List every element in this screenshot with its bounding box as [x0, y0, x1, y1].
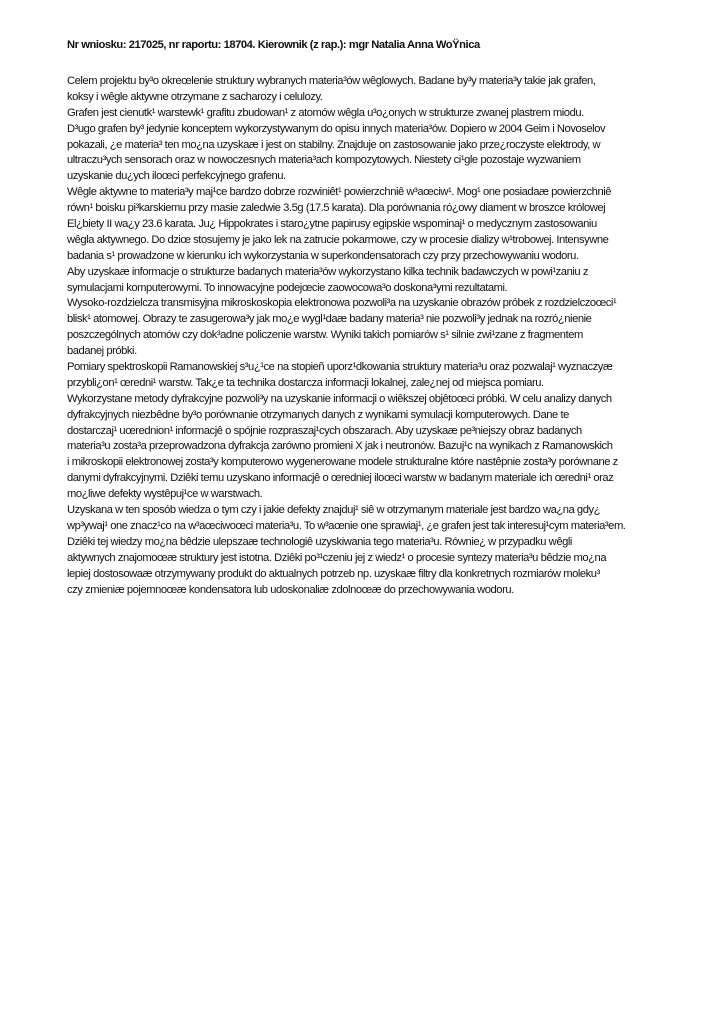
body-line: uzyskanie du¿ych iloœci perfekcyjnego grafenu. — [67, 170, 286, 183]
body-line: danymi dyfrakcyjnymi. Dziêki temu uzyskano informacjê o œredniej iloœci warstw w badanym materiale ich œredni¹ oraz — [67, 472, 614, 485]
body-line: Pomiary spektroskopii Ramanowskiej s³u¿¹ce na stopieñ uporz¹dkowania struktury materia³u oraz pozwalaj¹ wyznaczyæ — [67, 361, 613, 374]
body-line: czy zmieniæ pojemnoœæ kondensatora lub udoskonaliæ zdolnoœæ do przechowywania wodoru. — [67, 583, 514, 596]
body-line: Grafen jest cienutk¹ warstewk¹ grafitu zbudowan¹ z atomów wêgla u³o¿onych w strukturze zwanej plastrem miodu. — [67, 106, 584, 119]
body-line: lepiej dostosowaæ otrzymywany produkt do aktualnych potrzeb np. uzyskaæ filtry dla konkretnych rozmiarów moleku³ — [67, 567, 600, 580]
body-line: Wykorzystane metody dyfrakcyjne pozwoli³y na uzyskanie informacji o wiêkszej objêtoœci próbki. W celu analizy danych — [67, 392, 612, 405]
body-line: poszczególnych atomów czy dok³adne policzenie warstw. Wyniki takich pomiarów s¹ silnie zwi¹zane z fragmentem — [67, 329, 583, 342]
body-line: Aby uzyskaæ informacje o strukturze badanych materia³ów wykorzystano kilka technik badawczych w powi¹zaniu z — [67, 265, 588, 278]
body-line: dyfrakcyjnych niezbêdne by³o porównanie otrzymanych danych z wynikami symulacji komputerowych. Dane te — [67, 408, 569, 421]
report-header: Nr wniosku: 217025, nr raportu: 18704. Kierownik (z rap.): mgr Natalia Anna WoŸnica — [67, 39, 480, 51]
body-line: wêgla aktywnego. Do dziœ stosujemy je jako lek na zatrucie pokarmowe, czy w procesie dializy w¹trobowej. Intensywne — [67, 233, 609, 246]
body-line: blisk¹ atomowej. Obrazy te zasugerowa³y jak mo¿e wygl¹daæ badany materia³ nie pozwoli³y jednak na rozró¿nienie — [67, 313, 592, 326]
body-line: dostarczaj¹ uœrednion¹ informacjê o spójnie rozpraszaj¹cych obszarach. Aby uzyskaæ pe³niejszy obraz badanych — [67, 424, 582, 437]
report-body — [67, 74, 667, 598]
body-line: i mikroskopii elektronowej zosta³y komputerowo wygenerowane modele strukturalne które nastêpnie zosta³y porównane z — [67, 456, 618, 469]
body-line: ultraczu³ych sensorach oraz w nowoczesnych materia³ach kompozytowych. Niestety ci¹gle pozostaje wyzwaniem — [67, 154, 581, 167]
body-line: Dziêki tej wiedzy mo¿na bêdzie ulepszaæ technologiê uzyskiwania tego materia³u. Równie¿ w przypadku wêgli — [67, 535, 572, 548]
body-line: El¿biety II wa¿y 23.6 karata. Ju¿ Hippokrates i staro¿ytne papirusy egipskie wspominaj¹ o medycznym zastosowaniu — [67, 218, 597, 231]
body-line: D³ugo grafen by³ jedynie konceptem wykorzystywanym do opisu innych materia³ów. Dopiero w 2004 Geim i Novoselov — [67, 122, 606, 135]
body-line: aktywnych znajomoœæ struktury jest istotna. Dziêki po³¹czeniu jej z wiedz¹ o procesie syntezy materia³u bêdzie mo¿na — [67, 551, 607, 564]
body-line: Wysoko-rozdzielcza transmisyjna mikroskoskopia elektronowa pozwoli³a na uzyskanie obrazów próbek z rozdzielczoœci¹ — [67, 297, 617, 310]
body-line: koksy i wêgle aktywne otrzymane z sacharozy i celulozy. — [67, 90, 323, 103]
body-line: wp³ywaj¹ one znacz¹co na w³aœciwoœci materia³u. To w³aœnie one sprawiaj¹, ¿e grafen jest tak interesuj¹cym materia³em. — [67, 519, 626, 532]
body-line: mo¿liwe defekty wystêpuj¹ce w warstwach. — [67, 488, 263, 501]
body-line: Wêgle aktywne to materia³y maj¹ce bardzo dobrze rozwiniêt¹ powierzchniê w³aœciw¹. Mog¹ one posiadaæ powierzchniê — [67, 186, 612, 199]
body-line: symulacjami komputerowymi. To innowacyjne podejœcie zaowocowa³o doskona³ymi rezultatami. — [67, 281, 508, 294]
body-line: materia³u zosta³a przeprowadzona dyfrakcja zarówno promieni X jak i neutronów. Bazuj¹c na wynikach z Ramanowskich — [67, 440, 613, 453]
body-line: Celem projektu by³o okreœlenie struktury wybranych materia³ów wêglowych. Badane by³y materia³y takie jak grafen, — [67, 75, 596, 87]
body-line: przybli¿on¹ œredni¹ warstw. Tak¿e ta technika dostarcza informacji lokalnej, zale¿nej od miejsca pomiaru. — [67, 376, 544, 389]
body-line: Uzyskana w ten sposób wiedza o tym czy i jakie defekty znajduj¹ siê w otrzymanym materiale jest bardzo wa¿na gdy¿ — [67, 504, 601, 517]
body-line: badania s¹ prowadzone w kierunku ich wykorzystania w superkondensatorach czy przy przechowywaniu wodoru. — [67, 249, 579, 262]
body-line: pokazali, ¿e materia³ ten mo¿na uzyskaæ i jest on stabilny. Znajduje on zastosowanie jako prze¿roczyste elektrody, w — [67, 138, 601, 151]
body-line: badanej próbki. — [67, 345, 137, 358]
body-line: równ¹ boisku pi³karskiemu przy masie zaledwie 3.5g (17.5 karata). Dla porównania ró¿owy diament w broszce królowej — [67, 202, 606, 215]
